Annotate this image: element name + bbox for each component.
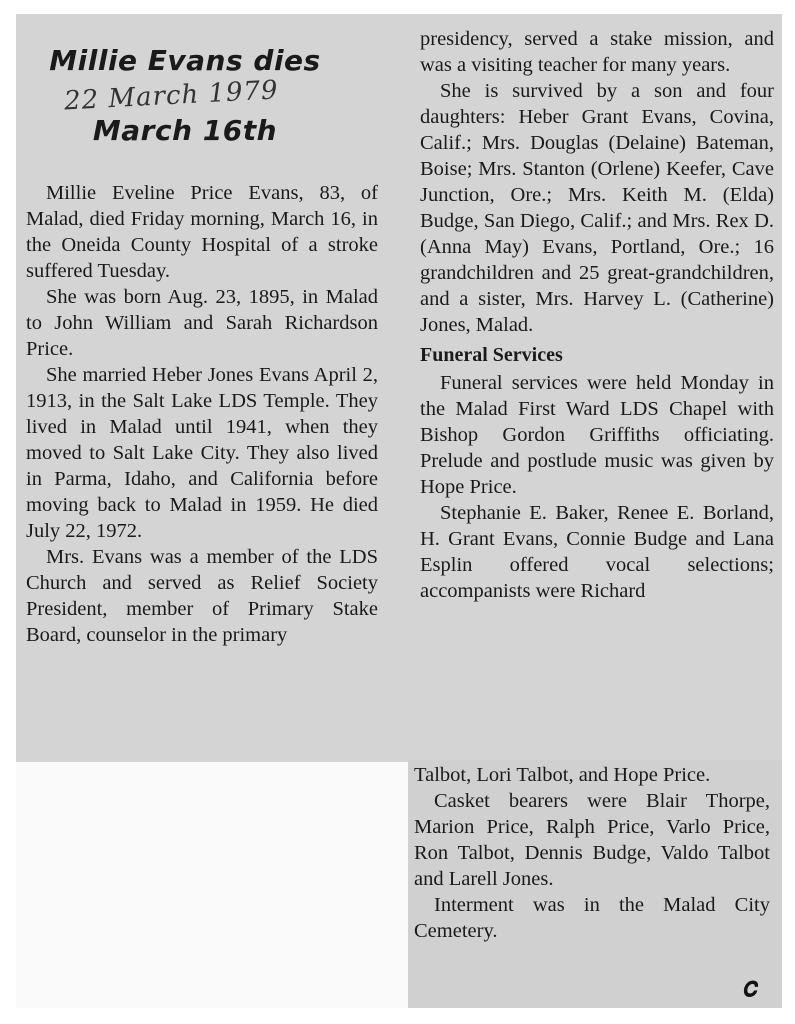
paragraph: Funeral services were held Monday in the Malad First Ward LDS Chapel with Bishop Gordon Griffiths officiating. Prelude and postlude music was given by Hope Price.: [420, 372, 774, 498]
paragraph: Interment was in the Malad City Cemetery.: [414, 894, 770, 942]
left-column: [26, 180, 378, 648]
ink-mark-icon: 𝑐: [744, 970, 759, 1003]
right-column-lower: [414, 762, 770, 944]
paragraph: Mrs. Evans was a member of the LDS Church and served as Relief Society President, member of Primary Stake Board, counselor in the primary: [26, 546, 378, 646]
headline-line-1: Millie Evans dies: [49, 44, 321, 77]
paragraph-continuation: presidency, served a stake mission, and was a visiting teacher for many years.: [420, 28, 774, 76]
blank-area: [16, 762, 408, 1008]
handwritten-date: 22 March 1979: [63, 75, 280, 117]
paragraph: Casket bearers were Blair Thorpe, Marion Price, Ralph Price, Varlo Price, Ron Talbot, Dennis Budge, Valdo Talbot and Larell Jones.: [414, 790, 770, 890]
paragraph: Millie Eveline Price Evans, 83, of Malad, died Friday morning, March 16, in the Oneida County Hospital of a stroke suffered Tuesday.: [26, 182, 378, 282]
paragraph: She is survived by a son and four daughters: Heber Grant Evans, Covina, Calif.; Mrs. Douglas (Delaine) Bateman, Boise; Mrs. Stanton (Orlene) Keefer, Cave Junction, Ore.; Mrs. Keith M. (Elda) Budge, San Diego, Calif.; and Mrs. Rex D. (Anna May) Evans, Portland, Ore.; 16 grandchildren and 25 great-grandchildren, and a sister, Mrs. Harvey L. (Catherine) Jones, Malad.: [420, 80, 774, 336]
paragraph: She was born Aug. 23, 1895, in Malad to John William and Sarah Richardson Price.: [26, 286, 378, 360]
paragraph-continuation: Talbot, Lori Talbot, and Hope Price.: [414, 764, 711, 786]
paragraph: Stephanie E. Baker, Renee E. Borland, H. Grant Evans, Connie Budge and Lana Esplin offered vocal selections; accompanists were Richard: [420, 502, 774, 602]
headline-line-2: March 16th: [92, 114, 278, 147]
subhead-funeral-services: Funeral Services: [420, 344, 563, 366]
paragraph: She married Heber Jones Evans April 2, 1913, in the Salt Lake LDS Temple. They lived in Malad until 1941, when they moved to Salt Lake City. They also lived in Parma, Idaho, and California before moving back to Malad in 1959. He died July 22, 1972.: [26, 364, 378, 542]
right-column-top: [420, 26, 774, 604]
